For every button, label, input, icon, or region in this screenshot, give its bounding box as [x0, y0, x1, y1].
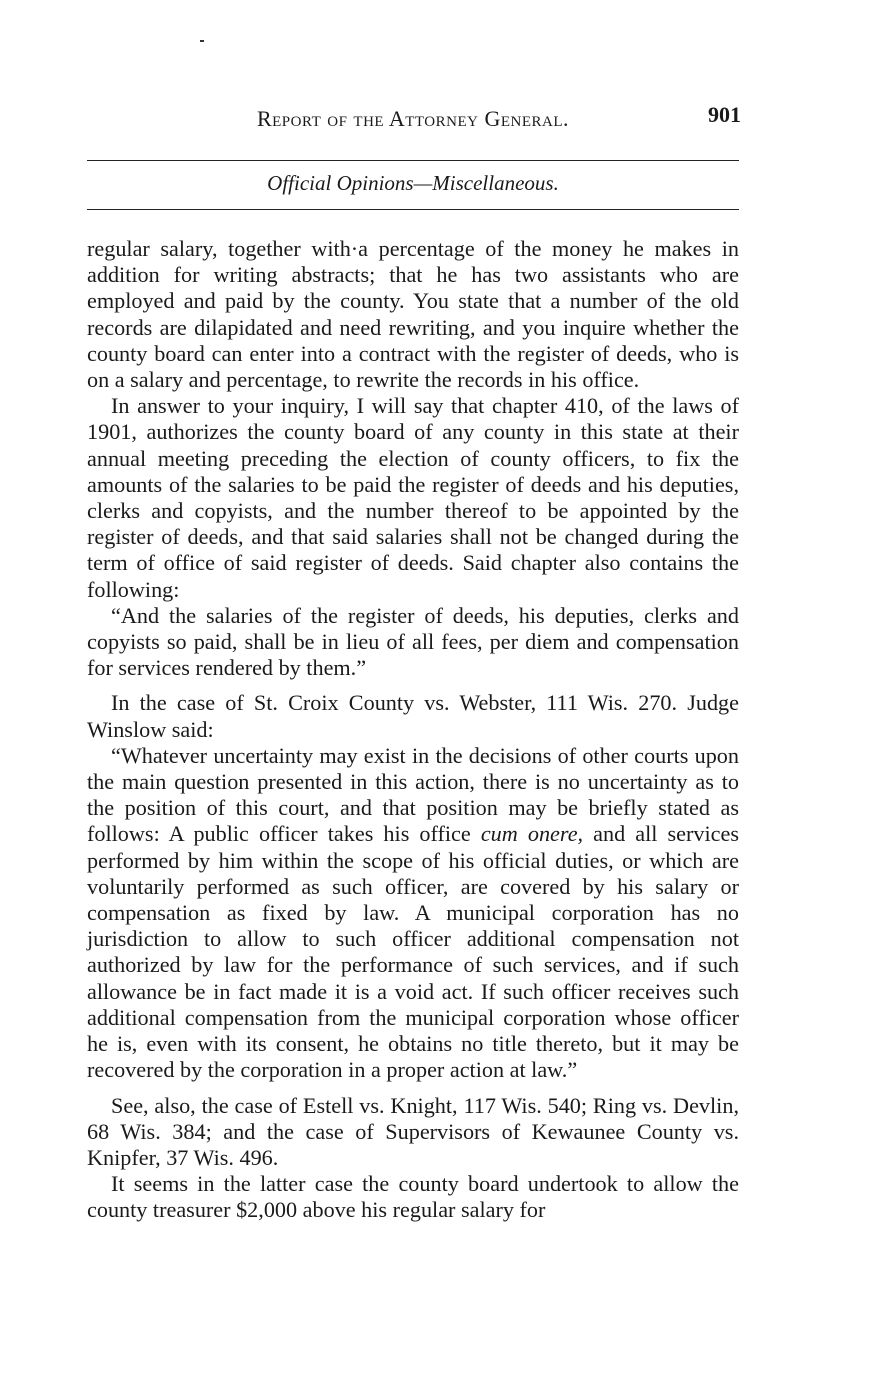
paragraph-3: In the case of St. Croix County vs. Webster, 111 Wis. 270. Judge Winslow said:: [87, 690, 739, 742]
block-quote-2-part-b: and all services performed by him within the scope of his official duties, or which are voluntarily performed as such officer, are covered by his salary or compensation as fixed by law. A municipal corporation has no jurisdiction to allow to such officer additional compensation not authorized by law for the performance of such services, and if such allowance be in fact made it is a void act. If such officer receives such additional compensation from the municipal corporation whose officer he is, even with its consent, he obtains no title thereto, but it may be recovered by the corporation in a proper action at law.”: [87, 821, 739, 1083]
block-quote-2-part-a: “Whatever uncertainty may exist in the decisions of other courts upon the main question presented in this action, there is no uncertainty as to the position of this court, and that position may be briefly stated as follows: A public officer takes his office: [87, 742, 739, 847]
header-rule-top: [87, 160, 739, 161]
paragraph-1: regular salary, together with·a percentage of the money he makes in addition for writing abstracts; that he has two assistants who are employed and paid by the county. You state that a number of the old records are dilapidated and need rewriting, and you inquire whether the county board can enter into a contract with the register of deeds, who is on a salary and percentage, to rewrite the records in his office.: [87, 236, 739, 393]
block-quote-2-latin-phrase: cum onere,: [480, 821, 584, 847]
page-number: 901: [708, 102, 741, 127]
section-title: Official Opinions—Miscellaneous.: [267, 171, 559, 195]
block-quote-2: [87, 743, 739, 1084]
running-title: Report of the Attorney General.: [256, 106, 570, 131]
spacer: [87, 681, 739, 690]
ink-speck: [200, 40, 204, 42]
paragraph-4: See, also, the case of Estell vs. Knight, 117 Wis. 540; Ring vs. Devlin, 68 Wis. 384; and the case of Supervisors of Kewaunee County vs. Knipfer, 37 Wis. 496.: [87, 1092, 739, 1170]
block-quote-1: “And the salaries of the register of deeds, his deputies, clerks and copyists so paid, shall be in lieu of all fees, per diem and compensation for services rendered by them.”: [87, 602, 739, 681]
paragraph-5: It seems in the latter case the county board undertook to allow the county treasurer $2,000 above his regular salary for: [87, 1171, 739, 1223]
body-text: [87, 236, 739, 1224]
header-rule-bottom: [87, 209, 739, 210]
paragraph-2: In answer to your inquiry, I will say that chapter 410, of the laws of 1901, authorizes the county board of any county in this state at their annual meeting preceding the election of county officers, to fix the amounts of the salaries to be paid the register of deeds and his deputies, clerks and copyists, and the number thereof to be appointed by the register of deeds, and that said salaries shall not be changed during the term of office of said register of deeds. Said chapter also contains the following:: [87, 393, 739, 602]
running-head: [87, 102, 741, 136]
spacer: [87, 1084, 739, 1093]
